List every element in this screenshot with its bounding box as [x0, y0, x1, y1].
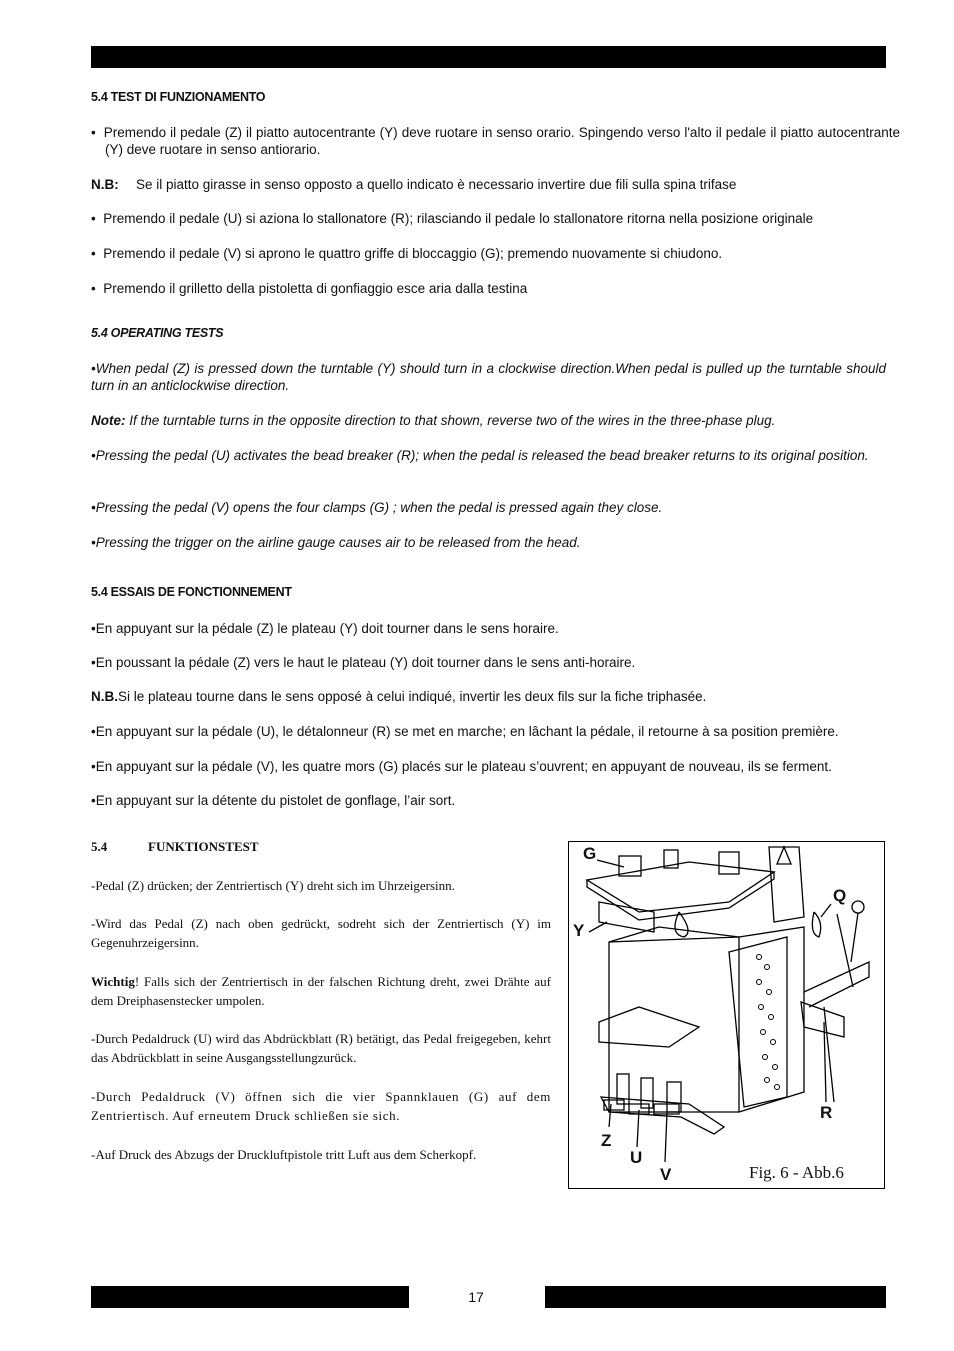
- italian-bullet-2: • Premendo il pedale (U) si aziona lo stallonatore (R); rilasciando il pedale lo stallonatore ritorna nella posizione originale: [91, 211, 814, 226]
- german-para-6: -Auf Druck des Abzugs der Druckluftpistole tritt Luft aus dem Scherkopf.: [91, 1147, 477, 1162]
- label-u: U: [630, 1148, 643, 1167]
- german-para-3: Wichtig! Falls sich der Zentriertisch in der falschen Richtung dreht, zwei Drähte auf dem Dreiphasenstecker umpolen.: [91, 974, 551, 1008]
- french-bullet-5: •En appuyant sur la détente du pistolet de gonflage, l’air sort.: [91, 793, 456, 808]
- figure-caption: Fig. 6 - Abb.6: [749, 1163, 844, 1182]
- label-r: R: [820, 1103, 833, 1122]
- french-bullet-3: •En appuyant sur la pédale (U), le détalonneur (R) se met en marche; en lâchant la pédale, il retourne à sa position première.: [91, 724, 839, 739]
- french-bullet-2: •En poussant la pédale (Z) vers le haut le plateau (Y) doit tourner dans le sens anti-horaire.: [91, 655, 636, 670]
- label-v: V: [660, 1165, 672, 1184]
- page-number: 17: [468, 1289, 484, 1305]
- label-y: Y: [573, 921, 585, 940]
- label-q: Q: [833, 886, 847, 905]
- german-para-4: -Durch Pedaldruck (U) wird das Abdrückblatt (R) betätigt, das Pedal freigegeben, kehrt das Abdrückblatt in seine Ausgangsstellungzurück.: [91, 1031, 551, 1065]
- french-note: N.B.Si le plateau tourne dans le sens opposé à celui indiqué, invertir les deux fils sur la fiche triphasée.: [91, 689, 707, 704]
- french-bullet-1: •En appuyant sur la pédale (Z) le plateau (Y) doit tourner dans le sens horaire.: [91, 621, 559, 636]
- french-bullet-4: •En appuyant sur la pédale (V), les quatre mors (G) placés sur le plateau s’ouvrent; en appuyant de nouveau, ils se ferment.: [91, 759, 832, 774]
- english-bullet-2: •Pressing the pedal (U) activates the bead breaker (R); when the pedal is released the bead breaker returns to its original position.: [91, 448, 869, 463]
- english-bullet-3: •Pressing the pedal (V) opens the four clamps (G) ; when the pedal is pressed again they close.: [91, 500, 663, 515]
- german-para-5: -Durch Pedaldruck (V) öffnen sich die vier Spannklauen (G) auf dem Zentriertisch. Auf erneutem Druck schließen sie sich.: [91, 1089, 551, 1123]
- german-para-2: -Wird das Pedal (Z) nach oben gedrückt, sodreht sich der Zentriertisch (Y) im Gegenuhrzeigersinn.: [91, 916, 551, 950]
- german-heading: 5.4 FUNKTIONSTEST: [91, 839, 259, 854]
- english-bullet-4: •Pressing the trigger on the airline gauge causes air to be released from the head.: [91, 535, 581, 550]
- italian-heading: 5.4 TEST DI FUNZIONAMENTO: [91, 90, 266, 104]
- italian-bullet-4: • Premendo il grilletto della pistoletta di gonfiaggio esce aria dalla testina: [91, 281, 528, 296]
- italian-bullet-3: • Premendo il pedale (V) si aprono le quattro griffe di bloccaggio (G); premendo nuovamente si chiudono.: [91, 246, 723, 261]
- english-heading: 5.4 OPERATING TESTS: [91, 326, 224, 340]
- italian-bullet-1: • Premendo il pedale (Z) il piatto autocentrante (Y) deve ruotare in senso orario. Spingendo verso l'alto il pedale il piatto autocentrante (Y) deve ruotare in senso antiorario.: [91, 125, 900, 157]
- header-bar: [91, 46, 886, 68]
- label-z: Z: [601, 1131, 612, 1150]
- french-heading: 5.4 ESSAIS DE FONCTIONNEMENT: [91, 585, 292, 599]
- machine-figure: [568, 841, 885, 1189]
- footer-bar-left: [91, 1286, 409, 1308]
- label-g: G: [583, 844, 597, 863]
- english-note: Note: If the turntable turns in the opposite direction to that shown, reverse two of the wires in the three-phase plug.: [91, 413, 776, 428]
- italian-note: N.B: Se il piatto girasse in senso opposto a quello indicato è necessario invertire due fili sulla spina trifase: [91, 177, 737, 192]
- footer-bar-right: [545, 1286, 886, 1308]
- german-para-1: -Pedal (Z) drücken; der Zentriertisch (Y) dreht sich im Uhrzeigersinn.: [91, 878, 455, 893]
- english-bullet-1: •When pedal (Z) is pressed down the turntable (Y) should turn in a clockwise direction.When pedal is pulled up the turntable should turn in an anticlockwise direction.: [91, 361, 886, 393]
